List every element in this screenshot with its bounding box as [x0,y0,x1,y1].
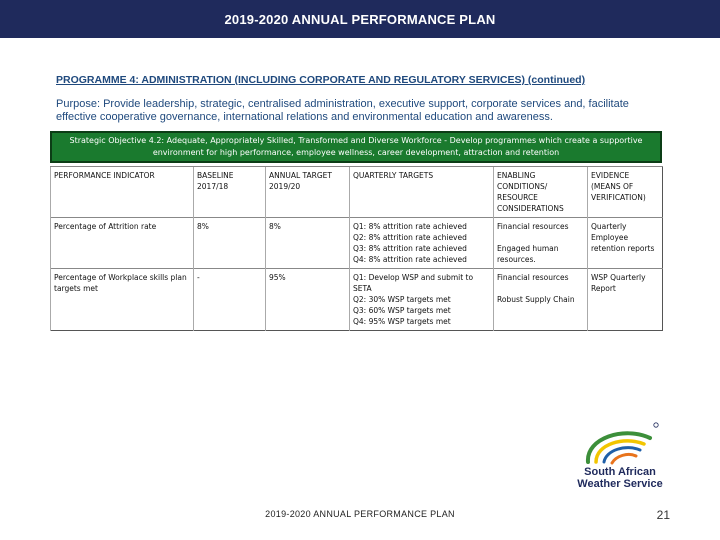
programme-title: PROGRAMME 4: ADMINISTRATION (INCLUDING CORPORATE AND REGULATORY SERVICES) (continued) [56,74,586,86]
table-header-row [51,167,663,218]
indicator-cell: Percentage of Workplace skills plan targets met [51,269,194,331]
quarterly-targets-cell [350,218,494,269]
header-performance-indicator: PERFORMANCE INDICATOR [51,167,194,218]
evidence-cell: WSP Quarterly Report [588,269,663,331]
table-row [51,269,663,331]
baseline-cell: - [194,269,266,331]
header-bar [0,0,720,38]
indicator-cell: Percentage of Attrition rate [51,218,194,269]
strategic-objective-text: Strategic Objective 4.2: Adequate, Appropriately Skilled, Transformed and Diverse Workforce - Develop programmes which create a supportive environment for high performance, employee wellness, career development, attraction and retention [69,136,643,157]
header-annual-target: ANNUAL TARGET 2019/20 [266,167,350,218]
header-baseline: BASELINE 2017/18 [194,167,266,218]
performance-table [50,166,663,331]
enabling-condition: Robust Supply Chain [497,295,575,304]
header-evidence: EVIDENCE (MEANS OF VERIFICATION) [588,167,663,218]
quarterly-target: Q4: 8% attrition rate achieved [353,255,467,264]
table-row [51,218,663,269]
header-quarterly-targets: QUARTERLY TARGETS [350,167,494,218]
strategic-objective-banner [50,131,662,163]
header-enabling-conditions: ENABLING CONDITIONS/ RESOURCE CONSIDERATIONS [494,167,588,218]
quarterly-targets-cell [350,269,494,331]
footer-text: 2019-2020 ANNUAL PERFORMANCE PLAN [265,509,455,519]
quarterly-target: Q1: Develop WSP and submit to SETA [353,273,474,293]
enabling-conditions-cell [494,218,588,269]
logo-swirl-orange [612,454,636,463]
logo-registered-mark [654,423,658,427]
logo-swirl-yellow [596,441,644,462]
enabling-condition: Financial resources [497,273,569,282]
quarterly-target: Q3: 8% attrition rate achieved [353,244,467,253]
evidence-cell: Quarterly Employee retention reports [588,218,663,269]
header-title: 2019-2020 ANNUAL PERFORMANCE PLAN [224,11,496,27]
logo-text-line1: South African [584,466,656,478]
logo-text-line2: Weather Service [577,478,663,490]
quarterly-target: Q4: 95% WSP targets met [353,317,451,326]
quarterly-target: Q2: 8% attrition rate achieved [353,233,467,242]
page-number: 21 [656,508,670,522]
quarterly-target: Q3: 60% WSP targets met [353,306,451,315]
enabling-condition: Financial resources [497,222,569,231]
baseline-cell: 8% [194,218,266,269]
programme-purpose: Purpose: Provide leadership, strategic, centralised administration, executive support, corporate services and, facilitate effective cooperative governance, international relations and environmental education and awareness. [56,98,629,123]
target-cell: 95% [266,269,350,331]
enabling-condition: Engaged human resources. [497,244,559,264]
target-cell: 8% [266,218,350,269]
enabling-conditions-cell [494,269,588,331]
quarterly-target: Q2: 30% WSP targets met [353,295,451,304]
quarterly-target: Q1: 8% attrition rate achieved [353,222,467,231]
